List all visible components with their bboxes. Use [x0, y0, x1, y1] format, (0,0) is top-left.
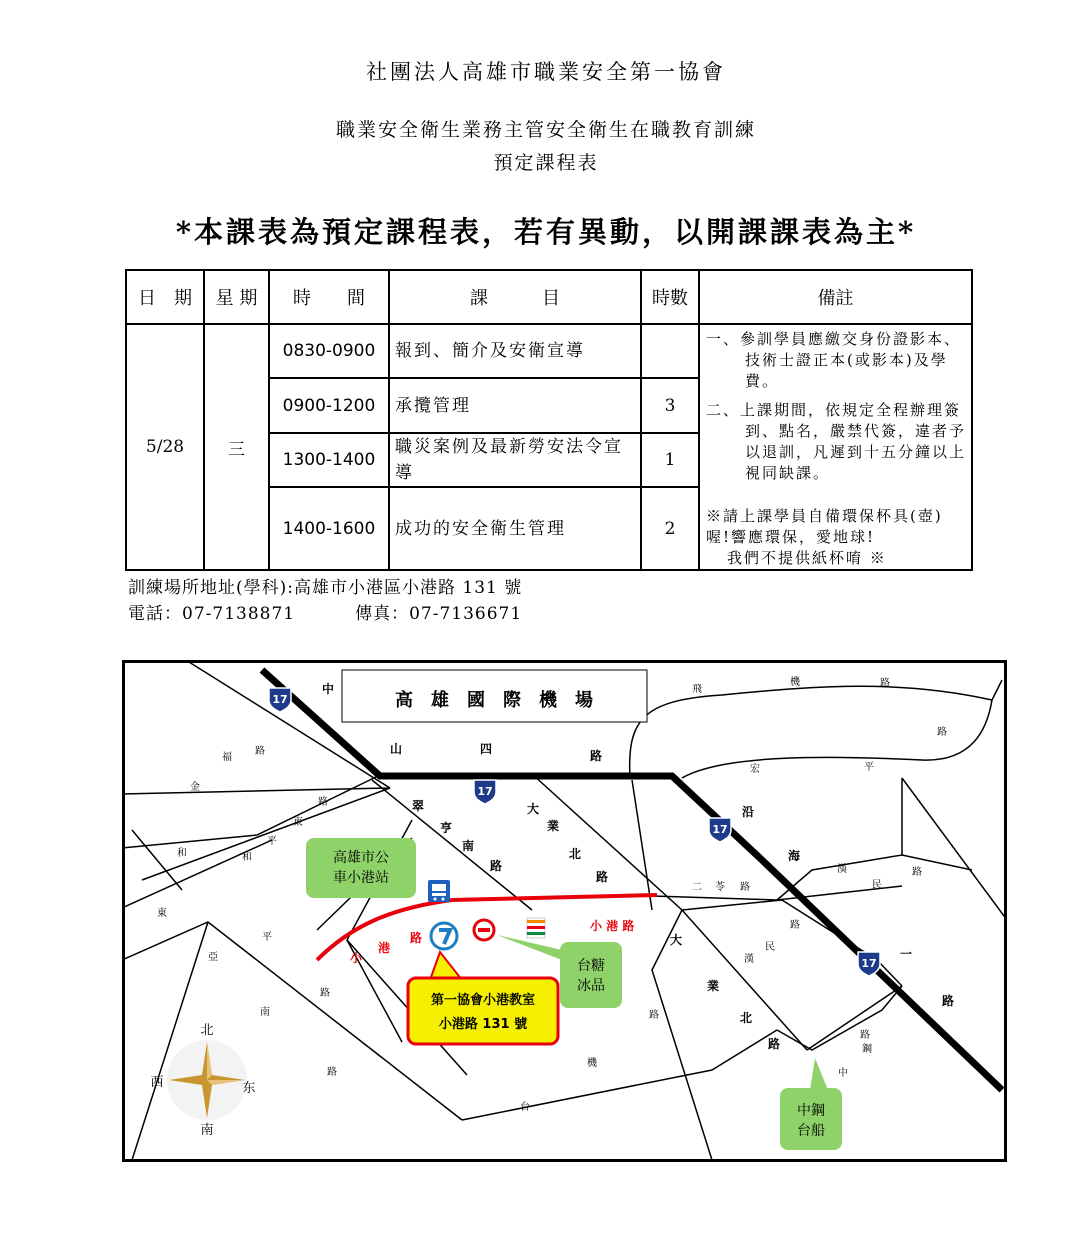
- road-label: 福: [222, 752, 232, 763]
- airport-label: 高 雄 國 際 機 場: [395, 690, 593, 711]
- road-label: 民: [872, 880, 882, 891]
- road-label: 小: [350, 951, 363, 965]
- road-label: 路: [740, 882, 750, 893]
- road-label: 東: [293, 817, 303, 828]
- svg-text:17: 17: [477, 785, 493, 798]
- road-label: 機: [790, 677, 800, 688]
- road-label: 平: [864, 762, 874, 773]
- compass-east: 东: [242, 1081, 256, 1096]
- classroom-callout: [408, 978, 558, 1044]
- road-label: 路: [410, 931, 423, 945]
- bus-station-label-2: 車小港站: [333, 870, 389, 886]
- phone-number: 電話：07-7138871: [128, 604, 296, 624]
- fax-number: 傳真：07-7136671: [355, 604, 523, 624]
- road-label: 路: [937, 727, 947, 738]
- road-label: 大: [527, 802, 540, 816]
- road-label: 路: [327, 1067, 337, 1078]
- road-label: 和: [177, 848, 187, 859]
- road-label: 路: [590, 749, 603, 763]
- compass-north: 北: [200, 1023, 214, 1038]
- road-label: 台: [520, 1102, 530, 1113]
- road-label: 南: [462, 839, 475, 853]
- header-subject: 課 目: [389, 270, 641, 324]
- course-schedule-table: [125, 269, 973, 571]
- remark-item: 二、上課期間，依規定全程辦理簽到、點名，嚴禁代簽，違者予以退訓，凡遲到十五分鐘以上視同缺課。: [706, 401, 967, 482]
- compass-west: 西: [150, 1075, 164, 1090]
- road-label: 漢: [837, 864, 847, 875]
- svg-text:17: 17: [272, 693, 288, 706]
- road-label: 大: [670, 933, 683, 947]
- road-label: 平: [267, 836, 277, 847]
- training-address: 訓練場所地址(學科):高雄市小港區小港路 131 號: [128, 578, 523, 598]
- table-row: [126, 324, 972, 378]
- road-label: 中: [322, 682, 335, 696]
- road-label: 路: [942, 994, 955, 1008]
- road-label: 北: [740, 1011, 753, 1025]
- road-label: 翠: [412, 799, 425, 813]
- hours-cell: 1: [641, 433, 699, 487]
- sugar-callout: [560, 942, 622, 1008]
- road-label: 路: [768, 1037, 781, 1051]
- bus-icon: [428, 880, 450, 902]
- schedule-notice: *本課表為預定課程表，若有異動，以開課課表為主*: [175, 215, 917, 249]
- remark-item: ※請上課學員自備環保杯具(壺)喔!響應環保，愛地球!: [706, 507, 943, 546]
- location-map: [122, 660, 1007, 1162]
- organization-name: 社團法人高雄市職業安全第一協會: [366, 60, 726, 84]
- road-label: 路: [912, 867, 922, 878]
- remarks-cell: [699, 324, 972, 570]
- road-label: 飛: [692, 684, 702, 695]
- steel-label-2: 台船: [797, 1123, 825, 1139]
- compass-icon: [167, 1040, 247, 1120]
- road-label: 業: [707, 979, 720, 993]
- time-cell: 0900-1200: [269, 378, 389, 432]
- seven-eleven-icon: [527, 918, 545, 938]
- header-time: 時 間: [269, 270, 389, 324]
- weekday-cell: 三: [204, 324, 269, 570]
- road-label: 路: [790, 920, 800, 931]
- road-label: 四: [480, 742, 493, 756]
- header-hours: 時數: [641, 270, 699, 324]
- header-remarks: 備註: [699, 270, 972, 324]
- compass-south: 南: [200, 1123, 214, 1138]
- date-cell: 5/28: [126, 324, 204, 570]
- hours-cell: [641, 324, 699, 378]
- road-label: 路: [596, 870, 609, 884]
- road-label: 港: [378, 941, 391, 955]
- road-label: 亞: [208, 952, 218, 963]
- road-label: 平: [262, 932, 272, 943]
- road-label: 路: [649, 1010, 659, 1021]
- remark-item: 我們不提供紙杯唷 ※: [727, 549, 887, 567]
- road-label: 路: [860, 1030, 870, 1041]
- road-label: 鋼: [862, 1044, 872, 1055]
- road-label: 中: [838, 1068, 848, 1079]
- subject-cell: 承攬管理: [389, 378, 641, 432]
- remark-item: 一、參訓學員應繳交身份證影本、技術士證正本(或影本)及學費。: [706, 330, 962, 390]
- road-label: 金: [190, 782, 200, 793]
- road-label: 路: [490, 859, 503, 873]
- svg-text:17: 17: [712, 823, 728, 836]
- classroom-label-2: 小港路 131 號: [438, 1017, 528, 1032]
- header-weekday: 星 期: [204, 270, 269, 324]
- taisugar-logo-icon: [474, 920, 494, 940]
- bus-station-callout: [306, 838, 416, 898]
- map-border: [124, 662, 1006, 1161]
- road-label: 一: [900, 947, 913, 961]
- road-label: 東: [157, 908, 167, 919]
- road-label: 苓: [715, 882, 725, 893]
- road-label: 宏: [750, 764, 760, 775]
- road-label: 亨: [440, 821, 453, 835]
- road-label: 海: [788, 849, 801, 863]
- course-title: 職業安全衛生業務主管安全衛生在職教育訓練: [335, 119, 756, 141]
- road-label: 北: [569, 847, 582, 861]
- time-cell: 1300-1400: [269, 433, 389, 487]
- subject-cell: 成功的安全衛生管理: [389, 487, 641, 570]
- bus-station-label-1: 高雄市公: [333, 850, 389, 866]
- hours-cell: 3: [641, 378, 699, 432]
- road-label: 二: [692, 882, 702, 893]
- svg-text:17: 17: [861, 957, 877, 970]
- classroom-label-1: 第一協會小港教室: [430, 993, 536, 1008]
- sugar-label-2: 冰品: [577, 978, 605, 994]
- subject-cell: 職災案例及最新勞安法令宣導: [389, 433, 641, 487]
- schedule-subtitle: 預定課程表: [493, 152, 599, 174]
- road-label: 路: [880, 678, 890, 689]
- header-date: 日 期: [126, 270, 204, 324]
- time-cell: 1400-1600: [269, 487, 389, 570]
- road-label: 小 港 路: [590, 919, 635, 933]
- road-label: 沿: [742, 805, 755, 819]
- road-label: 和: [242, 852, 252, 863]
- hours-cell: 2: [641, 487, 699, 570]
- road-label: 機: [587, 1058, 597, 1069]
- first-association-logo-icon: [431, 923, 457, 949]
- road-label: 路: [320, 988, 330, 999]
- steel-callout: [780, 1088, 842, 1150]
- table-header-row: [126, 270, 972, 324]
- steel-label-1: 中鋼: [797, 1103, 825, 1119]
- time-cell: 0830-0900: [269, 324, 389, 378]
- road-label: 山: [390, 742, 403, 756]
- subject-cell: 報到、簡介及安衛宣導: [389, 324, 641, 378]
- road-label: 路: [255, 746, 265, 757]
- road-label: 漢: [744, 954, 754, 965]
- sugar-label-1: 台糖: [577, 958, 605, 974]
- road-label: 南: [260, 1007, 270, 1018]
- road-label: 路: [318, 797, 328, 808]
- road-label: 民: [765, 942, 775, 953]
- road-label: 業: [547, 819, 560, 833]
- contact-line: [128, 599, 582, 624]
